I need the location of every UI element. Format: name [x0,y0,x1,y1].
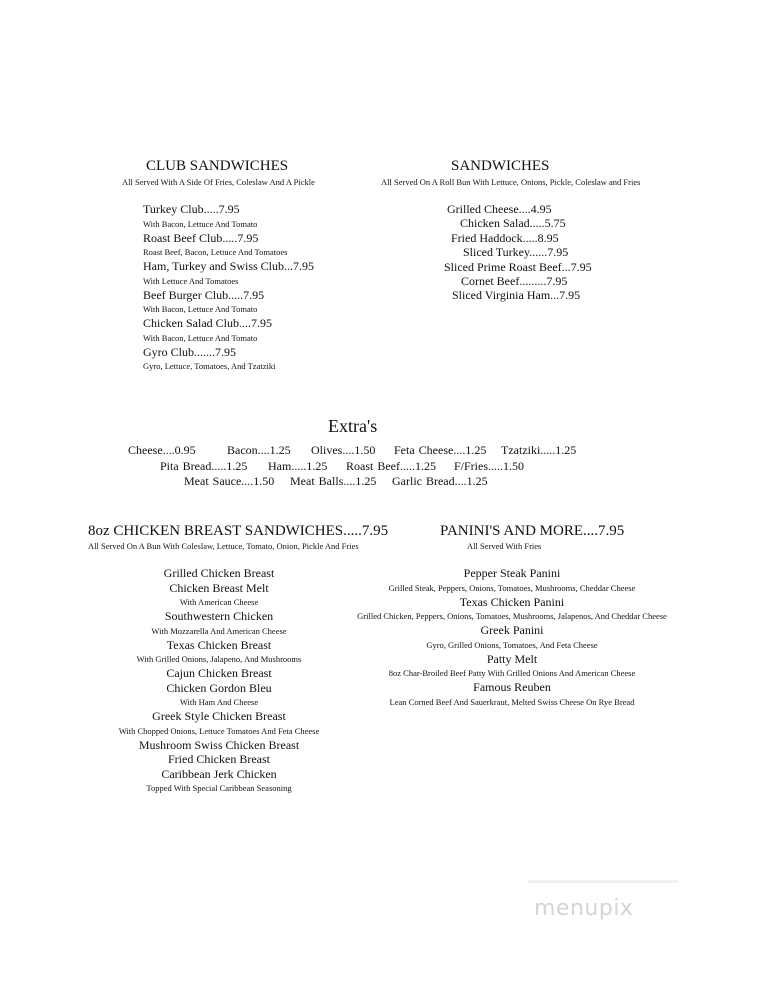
sandwich-item: Grilled Cheese....4.95 [447,202,552,216]
club-sandwiches-title: CLUB SANDWICHES [146,158,289,174]
extra-item: F/Fries.....1.50 [454,459,525,473]
menu-item [143,288,314,317]
sandwiches-subtitle: All Served On A Roll Bun With Lettuce, Onions, Pickle, Coleslaw and Fries [381,177,641,187]
extra-item: Cheese....0.95 [128,443,196,457]
extra-item: Meat Balls....1.25 [290,474,377,488]
item-name: Roast Beef Club.....7.95 [143,230,259,245]
item-desc: Roast Beef, Bacon, Lettuce And Tomatoes [143,247,288,257]
menu-item-name: Texas Chicken Panini [459,594,565,609]
extra-item: Roast Beef.....1.25 [346,459,436,473]
menu-item-name: Greek Panini [480,623,544,637]
extra-item: Olives....1.50 [311,443,376,457]
extra-item: Meat Sauce....1.50 [184,474,275,488]
item-name: Beef Burger Club.....7.95 [143,287,265,302]
menu-item-desc: Lean Corned Beef And Sauerkraut, Melted Swiss Cheese On Rye Bread [389,696,635,707]
menu-item-name: Greek Style Chicken Breast [152,709,286,723]
menu-item-desc: With Grilled Onions, Jalapeno, And Mushrooms [136,654,302,664]
extra-item: Ham.....1.25 [268,459,328,473]
extra-item: Bacon....1.25 [227,443,291,457]
panini-list [327,566,697,709]
watermark-ghost-line [528,880,678,883]
item-name: Gyro Club.......7.95 [143,344,236,359]
menu-item [143,316,314,345]
extra-item: Tzatziki.....1.25 [501,443,577,457]
menu-item-desc: With Ham And Cheese [179,697,259,707]
club-sandwiches-subtitle: All Served With A Side Of Fries, Coleslaw And A Pickle [122,177,315,187]
menu-item-desc: With American Cheese [179,597,259,607]
item-name: Chicken Salad Club....7.95 [143,316,272,330]
menu-item-name: Patty Melt [486,651,538,666]
sandwich-item: Chicken Salad.....5.75 [460,216,566,230]
menu-item [143,259,314,288]
extra-item: Garlic Bread....1.25 [392,474,488,488]
item-name: Ham, Turkey and Swiss Club...7.95 [143,259,315,273]
sandwich-item: Fried Haddock.....8.95 [451,231,559,245]
menu-item-desc: With Chopped Onions, Lettuce Tomatoes And Feta Cheese [118,725,320,736]
item-desc: With Bacon, Lettuce And Tomato [143,218,258,229]
menu-item-desc: Topped With Special Caribbean Seasoning [146,783,292,793]
menu-item [143,345,314,374]
menu-item-name: Caribbean Jerk Chicken [161,766,277,781]
chicken-sandwiches-title: 8oz CHICKEN BREAST SANDWICHES.....7.95 [88,523,389,539]
menu-item-name: Mushroom Swiss Chicken Breast [138,737,300,752]
extra-item: Pita Bread.....1.25 [160,459,248,473]
menu-item-name: Chicken Breast Melt [169,580,269,595]
menu-item [143,231,314,260]
menu-item-name: Cajun Chicken Breast [166,666,272,680]
panini-title: PANINI'S AND MORE....7.95 [440,523,625,539]
menu-item-desc: 8oz Char-Broiled Beef Patty With Grilled Onions And American Cheese [388,668,636,678]
sandwich-item: Sliced Virginia Ham...7.95 [452,288,581,302]
item-desc: Gyro, Lettuce, Tomatoes, And Tzatziki [143,361,276,371]
panini-subtitle: All Served With Fries [467,541,542,551]
menu-item [143,202,314,231]
extras-title: Extra's [328,416,378,436]
item-desc: With Bacon, Lettuce And Tomato [143,304,258,314]
extra-item: Feta Cheese....1.25 [394,443,487,457]
item-desc: With Lettuce And Tomatoes [143,275,239,286]
chicken-sandwiches-list [98,566,340,795]
sandwiches-title: SANDWICHES [451,158,550,174]
menu-item-desc: Gyro, Grilled Onions, Tomatoes, And Feta Cheese [426,639,598,650]
menu-item-name: Fried Chicken Breast [168,752,270,766]
menu-item-desc: With Mozzarella And American Cheese [151,625,287,636]
menu-item-name: Southwestern Chicken [164,609,274,623]
menu-item-desc: Grilled Steak, Peppers, Onions, Tomatoes, Mushrooms, Cheddar Cheese [388,582,636,593]
item-name: Turkey Club.....7.95 [143,202,240,216]
sandwich-item: Sliced Prime Roast Beef...7.95 [444,260,592,274]
menu-item-name: Grilled Chicken Breast [163,566,275,580]
club-sandwiches-list [143,202,314,373]
menu-item-desc: Grilled Chicken, Peppers, Onions, Tomatoes, Mushrooms, Jalapenos, And Cheddar Cheese [357,611,667,621]
menupix-watermark: menupix [534,896,634,921]
sandwich-item: Cornet Beef.........7.95 [461,274,568,288]
menu-item-name: Chicken Gordon Bleu [166,680,272,695]
menu-item-name: Texas Chicken Breast [166,637,272,652]
item-desc: With Bacon, Lettuce And Tomato [143,332,258,343]
chicken-sandwiches-subtitle: All Served On A Bun With Coleslaw, Lettuce, Tomato, Onion, Pickle And Fries [88,541,359,551]
menu-item-name: Pepper Steak Panini [463,566,561,580]
menu-item-name: Famous Reuben [473,680,551,694]
sandwich-item: Sliced Turkey......7.95 [463,245,569,259]
